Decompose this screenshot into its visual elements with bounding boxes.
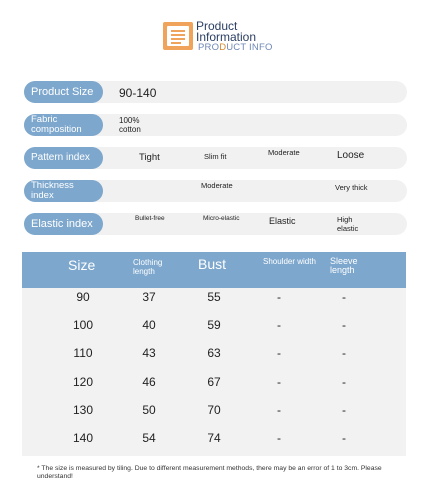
product-size-label: Product Size xyxy=(24,81,103,103)
table-row xyxy=(22,375,406,395)
cell-sleeve-length: - xyxy=(342,431,346,445)
header-title-line1: Product xyxy=(196,19,238,33)
header-sleeve-length: Sleeve length xyxy=(330,256,358,275)
cell-size: 140 xyxy=(72,431,94,445)
elastic-index-label: Elastic index xyxy=(24,213,103,235)
thickness-index-row xyxy=(24,180,407,202)
cell-bust: 74 xyxy=(207,431,221,445)
cell-sleeve-length: - xyxy=(342,403,346,417)
cell-clothing-length: 40 xyxy=(142,318,156,332)
fabric-composition-row xyxy=(24,114,407,136)
cell-bust: 59 xyxy=(207,318,221,332)
table-row xyxy=(22,290,406,310)
pattern-option-loose: Loose xyxy=(337,150,365,161)
thickness-index-label: Thickness index xyxy=(24,180,103,202)
header-subtitle: PRODUCT INFO xyxy=(198,42,273,53)
cell-clothing-length: 54 xyxy=(142,431,156,445)
cell-size: 100 xyxy=(72,318,94,332)
pattern-option-slim-fit: Slim fit xyxy=(204,152,227,161)
cell-bust: 55 xyxy=(207,290,221,304)
header-clothing-length: Clothing length xyxy=(133,258,163,276)
cell-sleeve-length: - xyxy=(342,290,346,304)
elastic-option-elastic: Elastic xyxy=(269,216,296,226)
document-list-icon xyxy=(163,22,193,50)
cell-size: 130 xyxy=(72,403,94,417)
product-size-value: 90-140 xyxy=(119,86,157,100)
cell-sleeve-length: - xyxy=(342,318,346,332)
cell-shoulder-width: - xyxy=(277,403,281,417)
cell-shoulder-width: - xyxy=(277,375,281,389)
pattern-index-label: Pattern index xyxy=(24,147,103,169)
header-size: Size xyxy=(68,257,96,273)
table-row xyxy=(22,431,406,451)
header-bust: Bust xyxy=(198,256,227,272)
cell-bust: 63 xyxy=(207,346,221,360)
thickness-option-moderate: Moderate xyxy=(201,181,233,190)
cell-clothing-length: 46 xyxy=(142,375,156,389)
cell-bust: 67 xyxy=(207,375,221,389)
size-table-header xyxy=(22,252,406,288)
cell-shoulder-width: - xyxy=(277,318,281,332)
cell-clothing-length: 37 xyxy=(142,290,156,304)
cell-sleeve-length: - xyxy=(342,375,346,389)
pattern-option-moderate: Moderate xyxy=(268,148,300,157)
table-row xyxy=(22,346,406,366)
elastic-index-row xyxy=(24,213,407,235)
header-shoulder-width: Shoulder width xyxy=(263,257,316,266)
cell-size: 110 xyxy=(73,346,93,360)
cell-shoulder-width: - xyxy=(277,290,281,304)
cell-shoulder-width: - xyxy=(277,431,281,445)
fabric-composition-value: 100% cotton xyxy=(119,116,141,134)
pattern-index-row xyxy=(24,147,407,169)
pattern-option-tight: Tight xyxy=(139,152,160,163)
fabric-composition-label: Fabric composition xyxy=(24,114,103,136)
elastic-option-bullet-free: Bullet-free xyxy=(135,215,165,222)
header-title-line2: Information xyxy=(196,30,257,44)
table-row xyxy=(22,318,406,338)
elastic-option-high-elastic: High elastic xyxy=(337,215,359,233)
elastic-option-micro-elastic: Micro-elastic xyxy=(203,215,240,222)
table-row xyxy=(22,403,406,423)
cell-sleeve-length: - xyxy=(342,346,346,360)
cell-bust: 70 xyxy=(207,403,221,417)
cell-clothing-length: 50 xyxy=(142,403,156,417)
cell-size: 90 xyxy=(76,290,90,304)
size-table-body xyxy=(22,288,406,456)
footnote: * The size is measured by tiling. Due to different measurement methods, there may be an error of 1 to 3cm. Please understand! xyxy=(37,465,382,480)
cell-shoulder-width: - xyxy=(277,346,281,360)
product-size-row xyxy=(24,81,407,103)
thickness-option-very-thick: Very thick xyxy=(335,183,368,192)
cell-size: 120 xyxy=(72,375,94,389)
cell-clothing-length: 43 xyxy=(142,346,156,360)
